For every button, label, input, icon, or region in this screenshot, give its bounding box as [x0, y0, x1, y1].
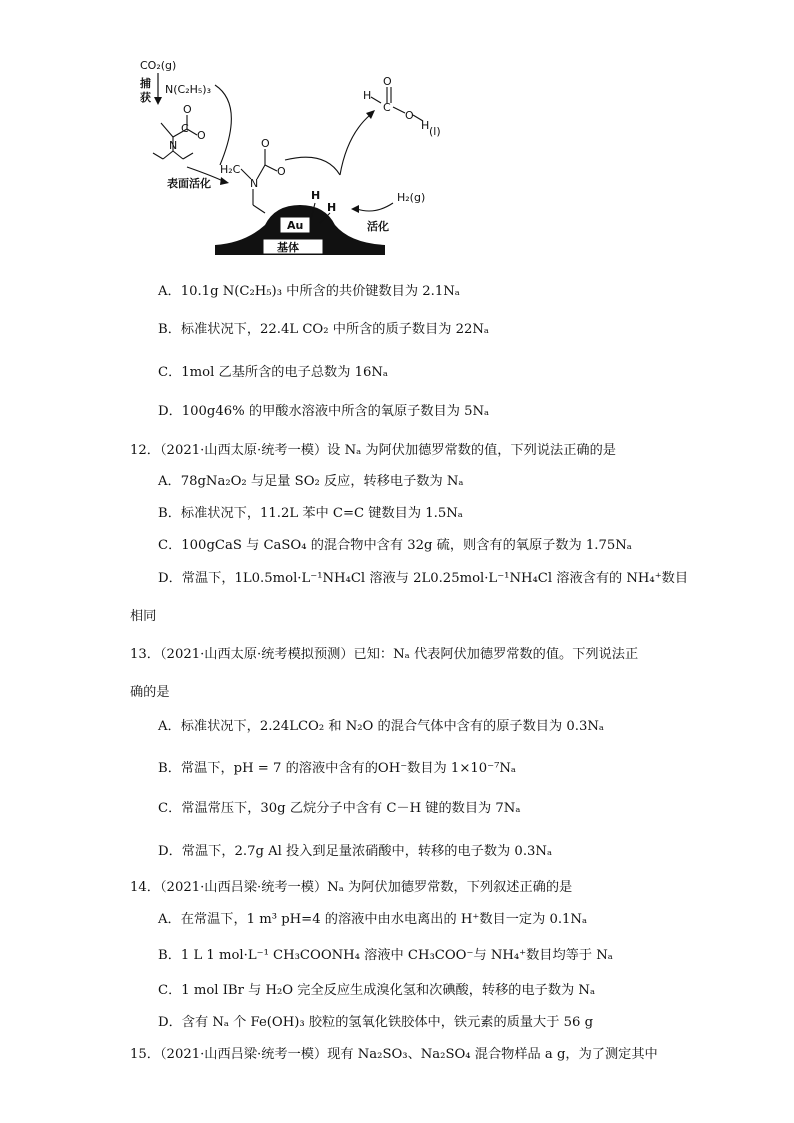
reaction-mechanism-diagram [125, 55, 445, 265]
q11-option-b: B．标准状况下，22.4L CO₂ 中所含的质子数目为 22Nₐ [158, 322, 489, 337]
q15-stem: 15．（2021·山西吕梁·统考一模）现有 Na₂SO₃、Na₂SO₄ 混合物样品 a g，为了测定其中 [130, 1047, 658, 1062]
h2c-label: H₂C [220, 163, 241, 176]
capture-label-1: 捕 [140, 77, 151, 90]
to-product-line [285, 157, 340, 175]
o-atom-2: O [197, 129, 206, 142]
n-atom-1: N [169, 139, 178, 152]
h-atom-1: H [311, 189, 321, 202]
h-atom-2: H [327, 201, 337, 214]
activation-label: 活化 [367, 220, 389, 233]
formic-o-1: O [383, 75, 392, 88]
q12-option-c: C．100gCaS 与 CaSO₄ 的混合物中含有 32g 硫，则含有的氧原子数为 1.75Nₐ [158, 538, 632, 553]
capture-arrowhead [154, 97, 162, 105]
mechanism-svg [125, 55, 445, 265]
formic-o-2: O [405, 109, 414, 122]
q13-option-d: D．常温下，2.7g Al 投入到足量浓硝酸中，转移的电子数为 0.3Nₐ [158, 844, 553, 859]
q14-option-c: C．1 mol IBr 与 H₂O 完全反应生成溴化氢和次碘酸，转移的电子数为 Nₐ [158, 983, 596, 998]
h2-arrowhead [351, 205, 359, 213]
q12-option-a: A．78gNa₂O₂ 与足量 SO₂ 反应，转移电子数为 Nₐ [158, 474, 464, 489]
q12-option-d-continued: 相同 [130, 609, 157, 624]
q14-option-b: B．1 L 1 mol·L⁻¹ CH₃COONH₄ 溶液中 CH₃COO⁻与 NH₄⁺数目均等于 Nₐ [158, 948, 613, 963]
au-label: Au [287, 219, 304, 232]
formic-h: H [363, 89, 372, 102]
surface-activation-label: 表面活化 [167, 177, 211, 190]
o-atom-1: O [183, 103, 192, 116]
formic-h-2: H [421, 119, 430, 132]
q11-option-c: C．1mol 乙基所含的电子总数为 16Nₐ [158, 365, 388, 380]
adsorbed-structure [241, 149, 277, 213]
activation-arrowhead [220, 177, 229, 185]
c-atom-1: C [181, 122, 189, 135]
n-atom-2: N [250, 177, 259, 190]
q13-option-b: B．常温下，pH = 7 的溶液中含有的OH⁻数目为 1×10⁻⁷Nₐ [158, 761, 517, 776]
o-atom-4: O [277, 165, 286, 178]
q14-option-a: A．在常温下，1 m³ pH=4 的溶液中由水电离出的 H⁺数目一定为 0.1Nₐ [158, 912, 588, 927]
q11-option-a: A．10.1g N(C₂H₅)₃ 中所含的共价键数目为 2.1Nₐ [158, 284, 460, 299]
amine-label: N(C₂H₅)₃ [165, 83, 211, 96]
q13-stem-continued: 确的是 [130, 685, 170, 700]
return-arrow [215, 85, 231, 165]
substrate-label: 基体 [277, 241, 299, 254]
q12-option-b: B．标准状况下，11.2L 苯中 C=C 键数目为 1.5Nₐ [158, 506, 463, 521]
capture-label-2: 获 [140, 91, 151, 104]
formic-acid-structure [371, 87, 423, 121]
h2-arrow [357, 203, 393, 211]
q12-stem: 12．（2021·山西太原·统考一模）设 Nₐ 为阿伏加德罗常数的值，下列说法正确的是 [130, 443, 616, 458]
q11-option-d: D．100g46% 的甲酸水溶液中所含的氧原子数目为 5Nₐ [158, 404, 490, 419]
o-atom-3: O [261, 137, 270, 150]
h2-label: H₂(g) [397, 191, 426, 204]
q13-stem: 13．（2021·山西太原·统考模拟预测）已知：Nₐ 代表阿伏加德罗常数的值。下列说法正 [130, 647, 639, 662]
q14-option-d: D．含有 Nₐ 个 Fe(OH)₃ 胶粒的氢氧化铁胶体中，铁元素的质量大于 56 g [158, 1015, 594, 1030]
q13-option-c: C．常温常压下，30g 乙烷分子中含有 C－H 键的数目为 7Nₐ [158, 801, 521, 816]
formic-c: C [383, 101, 391, 114]
q13-option-a: A．标准状况下，2.24LCO₂ 和 N₂O 的混合气体中含有的原子数目为 0.3Nₐ [158, 719, 604, 734]
liquid-label: (l) [429, 125, 441, 138]
q14-stem: 14．（2021·山西吕梁·统考一模）Nₐ 为阿伏加德罗常数，下列叙述正确的是 [130, 880, 573, 895]
product-arrow [340, 115, 370, 175]
q12-option-d: D．常温下，1L0.5mol·L⁻¹NH₄Cl 溶液与 2L0.25mol·L⁻¹NH₄Cl 溶液含有的 NH₄⁺数目 [158, 571, 689, 586]
co2-label: CO₂(g) [140, 59, 177, 72]
captured-complex [153, 115, 197, 159]
